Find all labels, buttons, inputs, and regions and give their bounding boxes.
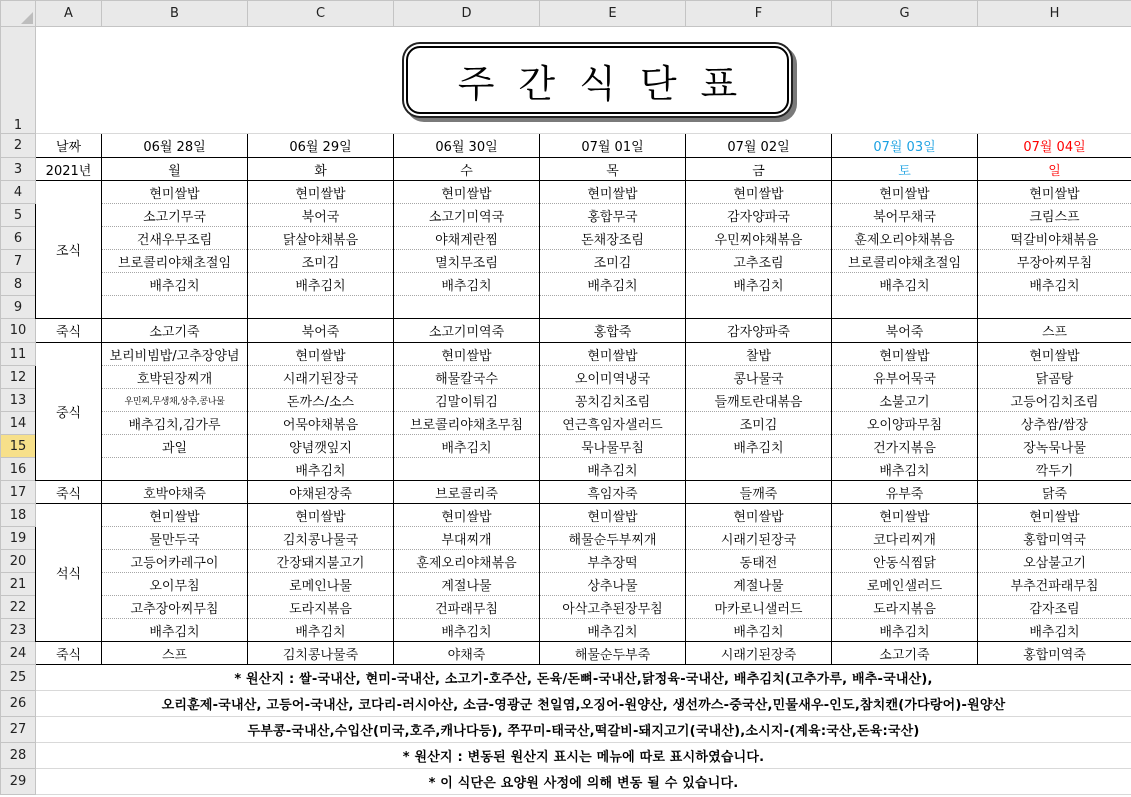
- porridge-cell[interactable]: 소고기죽: [102, 319, 248, 343]
- page-title: 주간식단표: [406, 46, 789, 114]
- menu-cell[interactable]: 상추나물: [540, 573, 686, 596]
- date-cell[interactable]: 07월 02일: [686, 134, 832, 158]
- porridge-cell[interactable]: 김치콩나물죽: [248, 642, 394, 665]
- menu-cell[interactable]: 보리비빔밥/고추장양념: [102, 343, 248, 366]
- origin-note-line[interactable]: * 원산지 : 쌀-국내산, 현미-국내산, 소고기-호주산, 돈육/돈뼈-국내산,닭정육-국내산, 배추김치(고추가루, 배추-국내산),: [36, 665, 1131, 691]
- menu-cell[interactable]: 깍두기: [978, 458, 1131, 481]
- row-header-24[interactable]: 24: [1, 642, 36, 665]
- row-header-29[interactable]: 29: [1, 769, 36, 795]
- date-cell[interactable]: 06월 30일: [394, 134, 540, 158]
- column-header-d[interactable]: D: [394, 1, 540, 27]
- menu-cell[interactable]: 감자양파국: [686, 204, 832, 227]
- menu-cell[interactable]: 조미김: [248, 250, 394, 273]
- menu-cell[interactable]: [394, 458, 540, 481]
- row-header-27[interactable]: 27: [1, 717, 36, 743]
- menu-cell[interactable]: 홍합무국: [540, 204, 686, 227]
- menu-cell[interactable]: 김말이튀김: [394, 389, 540, 412]
- porridge-cell[interactable]: 흑임자죽: [540, 481, 686, 504]
- menu-cell[interactable]: 고추조림: [686, 250, 832, 273]
- weekday-cell[interactable]: 화: [248, 158, 394, 181]
- row-header-6[interactable]: 6: [1, 227, 36, 250]
- menu-cell[interactable]: 감자조림: [978, 596, 1131, 619]
- menu-cell[interactable]: 연근흑임자샐러드: [540, 412, 686, 435]
- menu-cell[interactable]: 유부어묵국: [832, 366, 978, 389]
- menu-cell[interactable]: 소고기미역국: [394, 204, 540, 227]
- porridge-cell[interactable]: 스프: [978, 319, 1131, 343]
- column-header-g[interactable]: G: [832, 1, 978, 27]
- menu-cell[interactable]: [686, 296, 832, 319]
- date-cell[interactable]: 07월 01일: [540, 134, 686, 158]
- menu-cell[interactable]: 현미쌀밥: [978, 343, 1131, 366]
- weekday-cell[interactable]: 금: [686, 158, 832, 181]
- row-header-23[interactable]: 23: [1, 619, 36, 642]
- menu-cell[interactable]: 배추김치: [978, 619, 1131, 642]
- porridge-cell[interactable]: 해물순두부죽: [540, 642, 686, 665]
- row-header-26[interactable]: 26: [1, 691, 36, 717]
- menu-cell[interactable]: 시래기된장국: [248, 366, 394, 389]
- menu-cell[interactable]: 현미쌀밥: [978, 504, 1131, 527]
- menu-cell[interactable]: 도라지볶음: [248, 596, 394, 619]
- menu-cell[interactable]: 건가지볶음: [832, 435, 978, 458]
- menu-cell[interactable]: 부추건파래무침: [978, 573, 1131, 596]
- menu-cell[interactable]: 우민찌야채볶음: [686, 227, 832, 250]
- row-header-1[interactable]: 1: [1, 27, 36, 134]
- menu-cell[interactable]: 현미쌀밥: [102, 504, 248, 527]
- menu-cell[interactable]: 오이미역냉국: [540, 366, 686, 389]
- column-header-c[interactable]: C: [248, 1, 394, 27]
- menu-cell[interactable]: 배추김치: [686, 435, 832, 458]
- porridge-cell[interactable]: 홍합죽: [540, 319, 686, 343]
- porridge-cell[interactable]: 홍합미역죽: [978, 642, 1131, 665]
- menu-cell[interactable]: 물만두국: [102, 527, 248, 550]
- menu-cell[interactable]: 어묵야채볶음: [248, 412, 394, 435]
- menu-cell[interactable]: 조미김: [540, 250, 686, 273]
- row-header-4[interactable]: 4: [1, 181, 36, 204]
- menu-cell[interactable]: 야채계란찜: [394, 227, 540, 250]
- menu-cell[interactable]: 장녹묵나물: [978, 435, 1131, 458]
- menu-cell[interactable]: 로메인샐러드: [832, 573, 978, 596]
- menu-cell[interactable]: 북어무채국: [832, 204, 978, 227]
- weekday-cell[interactable]: 목: [540, 158, 686, 181]
- menu-cell[interactable]: 현미쌀밥: [540, 504, 686, 527]
- menu-cell[interactable]: 무장아찌무침: [978, 250, 1131, 273]
- meal-label-dinner[interactable]: 석식: [36, 504, 102, 642]
- row-header-19[interactable]: 19: [1, 527, 36, 550]
- menu-cell[interactable]: 배추김치,김가루: [102, 412, 248, 435]
- menu-cell[interactable]: 닭곰탕: [978, 366, 1131, 389]
- row-header-5[interactable]: 5: [1, 204, 36, 227]
- column-header-e[interactable]: E: [540, 1, 686, 27]
- menu-cell[interactable]: 배추김치: [102, 273, 248, 296]
- menu-cell[interactable]: 훈제오리야채볶음: [832, 227, 978, 250]
- row-header-18[interactable]: 18: [1, 504, 36, 527]
- menu-cell[interactable]: 현미쌀밥: [394, 343, 540, 366]
- menu-cell[interactable]: 배추김치: [686, 619, 832, 642]
- menu-cell[interactable]: 현미쌀밥: [832, 343, 978, 366]
- title-cell[interactable]: [36, 27, 1131, 134]
- menu-cell[interactable]: 돈까스/소스: [248, 389, 394, 412]
- menu-cell[interactable]: 현미쌀밥: [394, 181, 540, 204]
- meal-label-breakfast[interactable]: 조식: [36, 181, 102, 319]
- porridge-cell[interactable]: 북어죽: [248, 319, 394, 343]
- menu-cell[interactable]: 고등어카레구이: [102, 550, 248, 573]
- menu-cell[interactable]: 배추김치: [102, 619, 248, 642]
- menu-cell[interactable]: [832, 296, 978, 319]
- menu-cell[interactable]: 계절나물: [394, 573, 540, 596]
- menu-cell[interactable]: 현미쌀밥: [540, 343, 686, 366]
- column-header-b[interactable]: B: [102, 1, 248, 27]
- menu-cell[interactable]: 현미쌀밥: [248, 504, 394, 527]
- weekday-cell-sunday[interactable]: 일: [978, 158, 1131, 181]
- porridge-cell[interactable]: 야채죽: [394, 642, 540, 665]
- menu-cell[interactable]: 배추김치: [394, 619, 540, 642]
- menu-cell[interactable]: [248, 296, 394, 319]
- menu-cell[interactable]: 해물순두부찌개: [540, 527, 686, 550]
- meal-label-porridge[interactable]: 죽식: [36, 319, 102, 343]
- menu-cell[interactable]: 건새우무조림: [102, 227, 248, 250]
- menu-cell[interactable]: 현미쌀밥: [832, 181, 978, 204]
- date-label-cell[interactable]: 날짜: [36, 134, 102, 158]
- row-header-14[interactable]: 14: [1, 412, 36, 435]
- menu-cell[interactable]: 배추김치: [686, 273, 832, 296]
- menu-cell[interactable]: 코다리찌개: [832, 527, 978, 550]
- menu-cell[interactable]: 상추쌈/쌈장: [978, 412, 1131, 435]
- menu-cell[interactable]: 마카로니샐러드: [686, 596, 832, 619]
- porridge-cell[interactable]: 들깨죽: [686, 481, 832, 504]
- row-header-21[interactable]: 21: [1, 573, 36, 596]
- menu-cell[interactable]: 부추장떡: [540, 550, 686, 573]
- menu-cell[interactable]: 배추김치: [248, 273, 394, 296]
- menu-cell[interactable]: 배추김치: [394, 435, 540, 458]
- row-header-28[interactable]: 28: [1, 743, 36, 769]
- menu-cell[interactable]: 현미쌀밥: [978, 181, 1131, 204]
- menu-cell[interactable]: 계절나물: [686, 573, 832, 596]
- date-cell[interactable]: 06월 28일: [102, 134, 248, 158]
- menu-cell[interactable]: 닭살야채볶음: [248, 227, 394, 250]
- change-note-line[interactable]: * 원산지 : 변동된 원산지 표시는 메뉴에 따로 표시하였습니다.: [36, 743, 1131, 769]
- column-header-a[interactable]: A: [36, 1, 102, 27]
- row-header-13[interactable]: 13: [1, 389, 36, 412]
- porridge-cell[interactable]: 감자양파죽: [686, 319, 832, 343]
- menu-cell[interactable]: [540, 296, 686, 319]
- menu-cell[interactable]: 현미쌀밥: [394, 504, 540, 527]
- menu-cell[interactable]: 배추김치: [248, 458, 394, 481]
- date-cell[interactable]: 06월 29일: [248, 134, 394, 158]
- porridge-cell[interactable]: 북어죽: [832, 319, 978, 343]
- meal-label-porridge[interactable]: 죽식: [36, 642, 102, 665]
- porridge-cell[interactable]: 닭죽: [978, 481, 1131, 504]
- menu-cell[interactable]: 북어국: [248, 204, 394, 227]
- menu-cell[interactable]: 고추장아찌무침: [102, 596, 248, 619]
- row-header-16[interactable]: 16: [1, 458, 36, 481]
- menu-cell[interactable]: 소불고기: [832, 389, 978, 412]
- disclaimer-note-line[interactable]: * 이 식단은 요양원 사정에 의해 변동 될 수 있습니다.: [36, 769, 1131, 795]
- weekday-cell-saturday[interactable]: 토: [832, 158, 978, 181]
- menu-cell[interactable]: 부대찌개: [394, 527, 540, 550]
- menu-cell[interactable]: 꽁치김치조림: [540, 389, 686, 412]
- row-header-20[interactable]: 20: [1, 550, 36, 573]
- menu-cell[interactable]: 아삭고추된장무침: [540, 596, 686, 619]
- row-header-25[interactable]: 25: [1, 665, 36, 691]
- menu-cell[interactable]: 현미쌀밥: [832, 504, 978, 527]
- menu-cell[interactable]: 배추김치: [832, 619, 978, 642]
- menu-cell[interactable]: 오이양파무침: [832, 412, 978, 435]
- menu-cell[interactable]: 호박된장찌개: [102, 366, 248, 389]
- menu-cell[interactable]: 훈제오리야채볶음: [394, 550, 540, 573]
- porridge-cell[interactable]: 스프: [102, 642, 248, 665]
- menu-cell[interactable]: 배추김치: [248, 619, 394, 642]
- menu-cell[interactable]: 브로콜리야채초절임: [832, 250, 978, 273]
- menu-cell[interactable]: 소고기무국: [102, 204, 248, 227]
- porridge-cell[interactable]: 호박야채죽: [102, 481, 248, 504]
- menu-cell[interactable]: 배추김치: [832, 458, 978, 481]
- row-header-17[interactable]: 17: [1, 481, 36, 504]
- menu-cell[interactable]: 현미쌀밥: [686, 504, 832, 527]
- menu-cell[interactable]: 돈채장조림: [540, 227, 686, 250]
- menu-cell[interactable]: 조미김: [686, 412, 832, 435]
- menu-cell[interactable]: 현미쌀밥: [686, 181, 832, 204]
- row-header-11[interactable]: 11: [1, 343, 36, 366]
- menu-cell[interactable]: 크림스프: [978, 204, 1131, 227]
- menu-cell[interactable]: 홍합미역국: [978, 527, 1131, 550]
- menu-cell[interactable]: 현미쌀밥: [540, 181, 686, 204]
- menu-cell[interactable]: 멸치무조림: [394, 250, 540, 273]
- weekday-cell[interactable]: 수: [394, 158, 540, 181]
- menu-cell[interactable]: 배추김치: [978, 273, 1131, 296]
- menu-cell[interactable]: 배추김치: [540, 273, 686, 296]
- row-header-7[interactable]: 7: [1, 250, 36, 273]
- menu-cell[interactable]: 로메인나물: [248, 573, 394, 596]
- menu-cell[interactable]: 배추김치: [540, 458, 686, 481]
- menu-cell[interactable]: 현미쌀밥: [248, 343, 394, 366]
- menu-cell[interactable]: 현미쌀밥: [102, 181, 248, 204]
- menu-cell[interactable]: 브로콜리야채초절임: [102, 250, 248, 273]
- menu-cell[interactable]: [102, 458, 248, 481]
- menu-cell[interactable]: 우민찌,무생채,상추,콩나물: [102, 389, 248, 412]
- menu-cell[interactable]: 묵나물무침: [540, 435, 686, 458]
- porridge-cell[interactable]: 소고기죽: [832, 642, 978, 665]
- porridge-cell[interactable]: 소고기미역죽: [394, 319, 540, 343]
- row-header-9[interactable]: 9: [1, 296, 36, 319]
- porridge-cell[interactable]: 시래기된장죽: [686, 642, 832, 665]
- menu-cell[interactable]: 배추김치: [540, 619, 686, 642]
- row-header-10[interactable]: 10: [1, 319, 36, 343]
- menu-cell[interactable]: 콩나물국: [686, 366, 832, 389]
- date-cell-sunday[interactable]: 07월 04일: [978, 134, 1131, 158]
- menu-cell[interactable]: 동태전: [686, 550, 832, 573]
- menu-cell[interactable]: 현미쌀밥: [248, 181, 394, 204]
- menu-cell[interactable]: 오이무침: [102, 573, 248, 596]
- menu-cell[interactable]: 간장돼지불고기: [248, 550, 394, 573]
- menu-cell[interactable]: 과일: [102, 435, 248, 458]
- row-header-8[interactable]: 8: [1, 273, 36, 296]
- menu-cell[interactable]: 건파래무침: [394, 596, 540, 619]
- menu-cell[interactable]: 김치콩나물국: [248, 527, 394, 550]
- origin-note-line[interactable]: 오리훈제-국내산, 고등어-국내산, 코다리-러시아산, 소금-영광군 천일염,오징어-원양산, 생선까스-중국산,민물새우-인도,참치캔(가다랑어)-원양산: [36, 691, 1131, 717]
- menu-cell[interactable]: 배추김치: [832, 273, 978, 296]
- origin-note-line[interactable]: 두부콩-국내산,수입산(미국,호주,캐나다등), 쭈꾸미-태국산,떡갈비-돼지고기(국내산),소시지-(계육:국산,돈육:국산): [36, 717, 1131, 743]
- menu-cell[interactable]: 도라지볶음: [832, 596, 978, 619]
- menu-cell[interactable]: [102, 296, 248, 319]
- menu-cell[interactable]: 들깨토란대볶음: [686, 389, 832, 412]
- row-header-2[interactable]: 2: [1, 134, 36, 158]
- menu-cell[interactable]: 브로콜리야채초무침: [394, 412, 540, 435]
- meal-label-porridge[interactable]: 죽식: [36, 481, 102, 504]
- porridge-cell[interactable]: 야채된장죽: [248, 481, 394, 504]
- menu-cell[interactable]: [686, 458, 832, 481]
- row-header-22[interactable]: 22: [1, 596, 36, 619]
- weekday-cell[interactable]: 월: [102, 158, 248, 181]
- menu-cell[interactable]: [978, 296, 1131, 319]
- menu-cell[interactable]: 배추김치: [394, 273, 540, 296]
- row-header-15-selected[interactable]: 15: [1, 435, 36, 458]
- menu-cell[interactable]: 오삼불고기: [978, 550, 1131, 573]
- row-header-12[interactable]: 12: [1, 366, 36, 389]
- meal-label-lunch[interactable]: 중식: [36, 343, 102, 481]
- menu-cell[interactable]: 안동식찜닭: [832, 550, 978, 573]
- menu-cell[interactable]: 고등어김치조림: [978, 389, 1131, 412]
- column-header-h[interactable]: H: [978, 1, 1131, 27]
- menu-cell[interactable]: 떡갈비야채볶음: [978, 227, 1131, 250]
- menu-cell[interactable]: 찰밥: [686, 343, 832, 366]
- menu-cell[interactable]: 양념깻잎지: [248, 435, 394, 458]
- year-cell[interactable]: 2021년: [36, 158, 102, 181]
- column-header-f[interactable]: F: [686, 1, 832, 27]
- porridge-cell[interactable]: 유부죽: [832, 481, 978, 504]
- menu-cell[interactable]: [394, 296, 540, 319]
- porridge-cell[interactable]: 브로콜리죽: [394, 481, 540, 504]
- menu-cell[interactable]: 해물칼국수: [394, 366, 540, 389]
- date-cell-saturday[interactable]: 07월 03일: [832, 134, 978, 158]
- select-all-corner[interactable]: [1, 1, 36, 27]
- menu-cell[interactable]: 시래기된장국: [686, 527, 832, 550]
- row-header-3[interactable]: 3: [1, 158, 36, 181]
